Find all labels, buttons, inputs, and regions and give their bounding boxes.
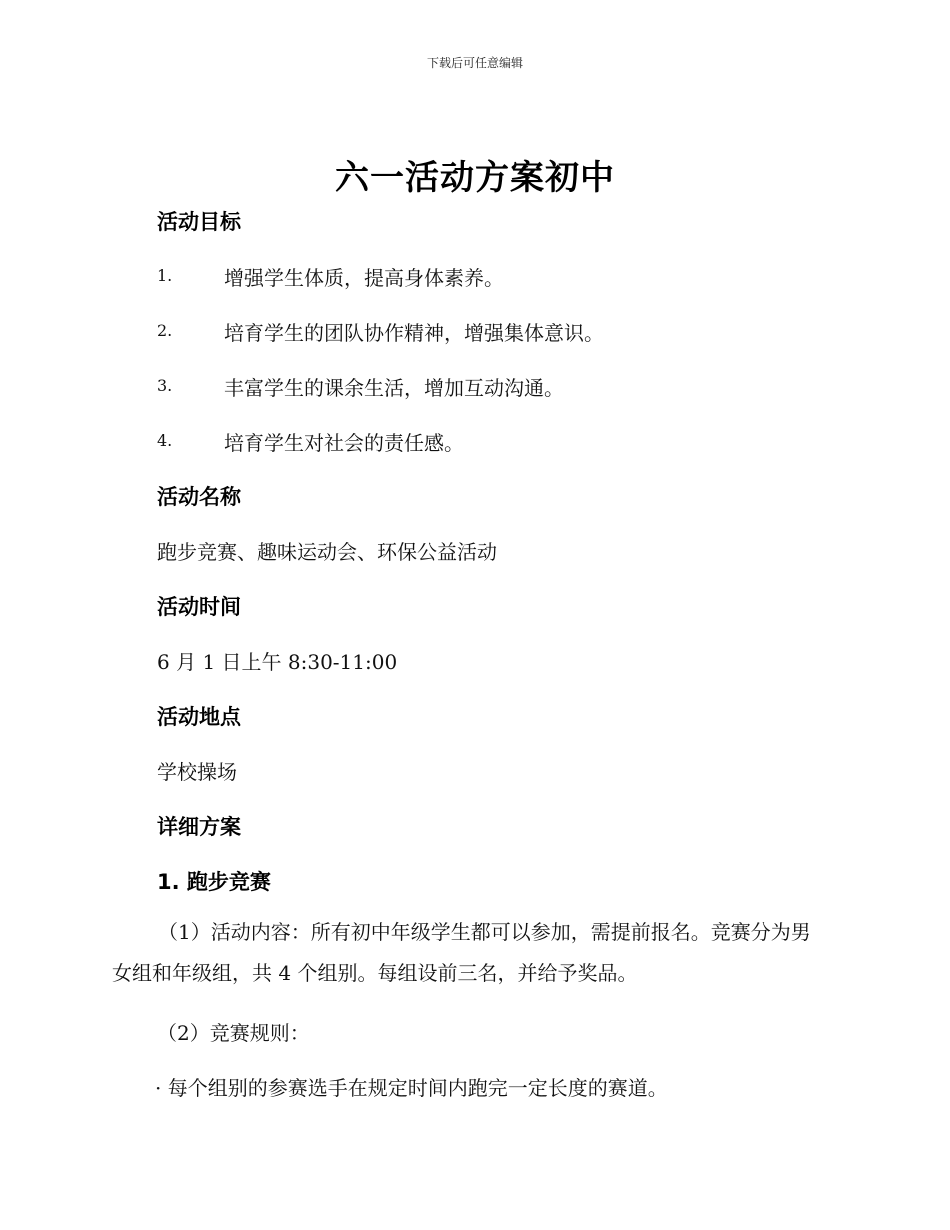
subsection-heading-running: 1. 跑步竞赛 bbox=[157, 870, 271, 894]
section-heading-goals: 活动目标 bbox=[157, 210, 241, 234]
activity-place-text: 学校操场 bbox=[157, 760, 237, 784]
goal-item-1: 增强学生体质，提高身体素养。 bbox=[224, 266, 504, 290]
running-rules-label: （2）竞赛规则： bbox=[157, 1021, 310, 1045]
goal-number-2: 2. bbox=[157, 321, 173, 340]
activity-name-text: 跑步竞赛、趣味运动会、环保公益活动 bbox=[157, 540, 497, 564]
goal-number-3: 3. bbox=[157, 376, 173, 395]
goal-item-4: 培育学生对社会的责任感。 bbox=[224, 431, 464, 455]
section-heading-name: 活动名称 bbox=[157, 485, 241, 509]
goal-item-3: 丰富学生的课余生活，增加互动沟通。 bbox=[224, 376, 564, 400]
running-content-paragraph: （1）活动内容：所有初中年级学生都可以参加，需提前报名。竞赛分为男女组和年级组，共 4 个组别。每组设前三名，并给予奖品。 bbox=[112, 920, 811, 985]
section-heading-place: 活动地点 bbox=[157, 705, 241, 729]
goal-item-2: 培育学生的团队协作精神，增强集体意识。 bbox=[224, 321, 604, 345]
document-title: 六一活动方案初中 bbox=[335, 158, 615, 198]
goal-number-1: 1. bbox=[157, 266, 173, 285]
activity-time-text: 6 月 1 日上午 8:30-11:00 bbox=[157, 650, 398, 674]
section-heading-detail: 详细方案 bbox=[157, 815, 241, 839]
goal-number-4: 4. bbox=[157, 431, 173, 450]
header-note: 下载后可任意编辑 bbox=[426, 56, 523, 70]
running-rule-1: · 每个组别的参赛选手在规定时间内跑完一定长度的赛道。 bbox=[155, 1076, 668, 1100]
section-heading-time: 活动时间 bbox=[157, 595, 241, 619]
